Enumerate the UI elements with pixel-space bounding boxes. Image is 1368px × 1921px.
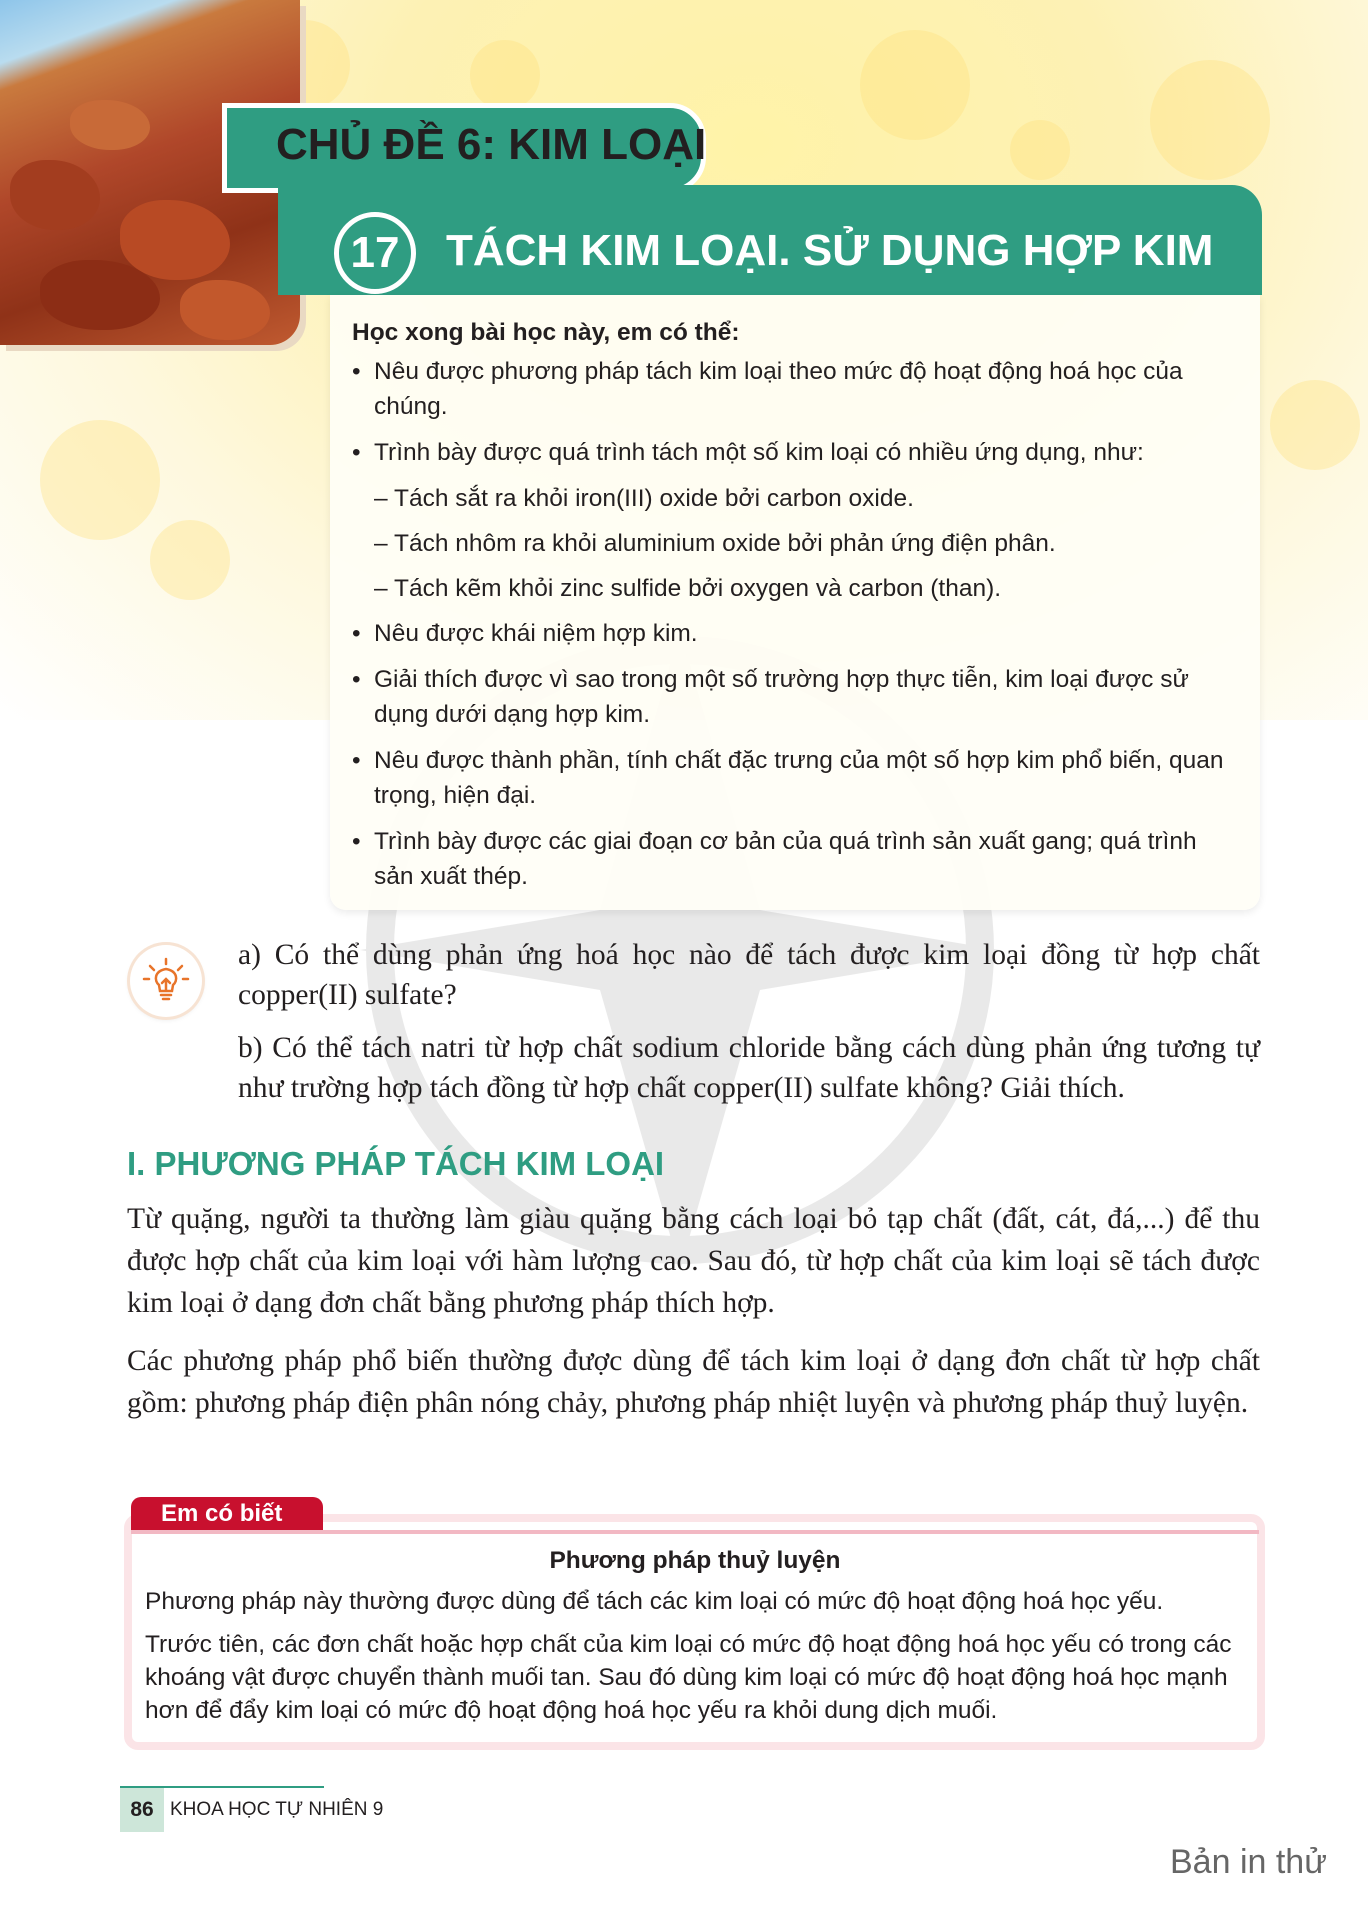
- note-paragraph: Trước tiên, các đơn chất hoặc hợp chất của kim loại có mức độ hoạt động hoá học yếu có trong các khoáng vật được chuyển thành muối tan. Sau đó dùng kim loại có mức độ hoạt động hoá học mạnh hơn để đẩy kim loại có mức độ hoạt động hoá học yếu ra khỏi dung dịch muối.: [145, 1631, 1232, 1724]
- decor-bubble: [860, 30, 970, 140]
- decor-bubble: [1270, 380, 1360, 470]
- body-paragraph: Từ quặng, người ta thường làm giàu quặng bằng cách loại bỏ tạp chất (đất, cát, đá,...) để thu được hợp chất của kim loại với hàm lượng cao. Sau đó, từ hợp chất của kim loại sẽ tách được kim loại ở dạng đơn chất bằng phương pháp thích hợp.: [127, 1203, 1260, 1319]
- book-title: KHOA HỌC TỰ NHIÊN 9: [170, 1799, 384, 1820]
- note-paragraph: Phương pháp này thường được dùng để tách các kim loại có mức độ hoạt động hoá học yếu.: [145, 1588, 1164, 1615]
- decor-bubble: [470, 40, 540, 110]
- objective-item: • Trình bày được quá trình tách một số kim loại có nhiều ứng dụng, như:: [352, 439, 1144, 466]
- objective-item: • Giải thích được vì sao trong một số trường hợp thực tiễn, kim loại được sử dụng dưới dạng hợp kim.: [352, 666, 1189, 728]
- note-divider: [131, 1530, 1259, 1534]
- objective-item: • Trình bày được các giai đoạn cơ bản của quá trình sản xuất gang; quá trình sản xuất thép.: [352, 828, 1197, 890]
- objective-sub-item: – Tách kẽm khỏi zinc sulfide bởi oxygen và carbon (than).: [374, 575, 1002, 602]
- objective-sub-item: – Tách sắt ra khỏi iron(III) oxide bởi carbon oxide.: [374, 485, 914, 512]
- objective-item: • Nêu được phương pháp tách kim loại theo mức độ hoạt động hoá học của chúng.: [352, 358, 1183, 420]
- note-content: [145, 1544, 1245, 1737]
- note-title: Phương pháp thuỷ luyện: [549, 1547, 841, 1574]
- proof-label: Bản in thử: [1170, 1843, 1327, 1881]
- question-b: b) Có thể tách natri từ hợp chất sodium chloride bằng cách dùng phản ứng tương tự như trường hợp tách đồng từ hợp chất copper(II) sulfate không? Giải thích.: [238, 1032, 1260, 1104]
- body-paragraph: Các phương pháp phổ biến thường được dùng để tách kim loại ở dạng đơn chất từ hợp chất gồm: phương pháp điện phân nóng chảy, phương pháp nhiệt luyện và phương pháp thuỷ luyện.: [127, 1345, 1260, 1419]
- lightbulb-icon: [130, 945, 202, 1017]
- lesson-title: TÁCH KIM LOẠI. SỬ DỤNG HỢP KIM: [446, 226, 1214, 275]
- section-heading: I. PHƯƠNG PHÁP TÁCH KIM LOẠI: [127, 1145, 665, 1182]
- question-a: a) Có thể dùng phản ứng hoá học nào để tách được kim loại đồng từ hợp chất copper(II) sulfate?: [238, 939, 1260, 1011]
- decor-bubble: [1150, 60, 1270, 180]
- note-tab: Em có biết: [131, 1497, 323, 1533]
- decor-bubble: [1010, 120, 1070, 180]
- objectives-heading: Học xong bài học này, em có thể:: [352, 319, 740, 346]
- objective-item: • Nêu được khái niệm hợp kim.: [352, 620, 698, 647]
- objectives-box: [330, 295, 1260, 910]
- objective-sub-item: – Tách nhôm ra khỏi aluminium oxide bởi phản ứng điện phân.: [374, 530, 1056, 557]
- objective-item: • Nêu được thành phần, tính chất đặc trưng của một số hợp kim phổ biến, quan trọng, hiện đại.: [352, 747, 1224, 809]
- lesson-number: 17: [334, 212, 416, 294]
- topic-title: CHỦ ĐỀ 6: KIM LOẠI: [276, 120, 707, 169]
- decor-bubble: [40, 420, 160, 540]
- page-number: 86: [120, 1788, 164, 1832]
- decor-bubble: [150, 520, 230, 600]
